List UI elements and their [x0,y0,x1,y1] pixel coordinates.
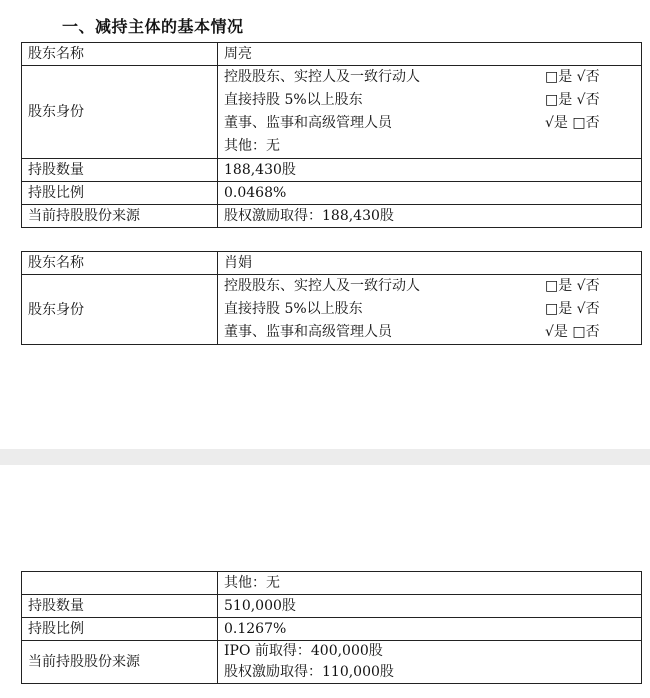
shareholder-identity-cell [218,66,642,159]
shareholder-identity-label: 股东身份 [22,66,218,159]
shareholder-table-3 [21,571,642,684]
shareholder-table-2 [21,251,642,345]
identity-row [224,112,635,135]
shares-value: 188,430股 [218,159,642,182]
shareholder-identity-cell [218,275,642,345]
shareholder-name-value: 周亮 [218,43,642,66]
identity-text: 直接持股 5%以上股东 [224,301,363,317]
identity-options: √是 □否 [545,324,600,340]
shareholder-identity-label: 股东身份 [22,275,218,345]
identity-row [224,135,635,158]
identity-other: 其他：无 [218,572,642,595]
identity-text: 控股股东、实控人及一致行动人 [224,278,420,294]
ratio-label: 持股比例 [22,618,218,641]
identity-options: □是 √否 [545,92,600,108]
source-label: 当前持股股份来源 [22,641,218,684]
identity-options: √是 □否 [545,115,600,131]
source-value: 股权激励取得：188,430股 [218,205,642,228]
section-heading: 一、减持主体的基本情况 [62,17,244,36]
identity-row [224,275,635,298]
identity-label-continued [22,572,218,595]
identity-other: 其他：无 [224,138,280,154]
shareholder-table-1 [21,42,642,228]
identity-row [224,321,635,344]
identity-options: □是 √否 [545,301,600,317]
identity-text: 董事、监事和高级管理人员 [224,324,392,340]
ratio-value: 0.1267% [218,618,642,641]
identity-row [224,66,635,89]
shareholder-name-label: 股东名称 [22,252,218,275]
source-line: 股权激励取得：110,000股 [224,664,394,680]
page-break [0,449,650,465]
identity-text: 控股股东、实控人及一致行动人 [224,69,420,85]
identity-row [224,298,635,321]
shares-value: 510,000股 [218,595,642,618]
source-value-cell [218,641,642,684]
source-label: 当前持股股份来源 [22,205,218,228]
identity-options: □是 √否 [545,69,600,85]
source-line: IPO 前取得：400,000股 [224,643,383,659]
shareholder-name-label: 股东名称 [22,43,218,66]
shares-label: 持股数量 [22,595,218,618]
shares-label: 持股数量 [22,159,218,182]
shareholder-name-value: 肖娟 [218,252,642,275]
identity-row [224,89,635,112]
identity-text: 董事、监事和高级管理人员 [224,115,392,131]
ratio-value: 0.0468% [218,182,642,205]
identity-text: 直接持股 5%以上股东 [224,92,363,108]
identity-options: □是 √否 [545,278,600,294]
ratio-label: 持股比例 [22,182,218,205]
